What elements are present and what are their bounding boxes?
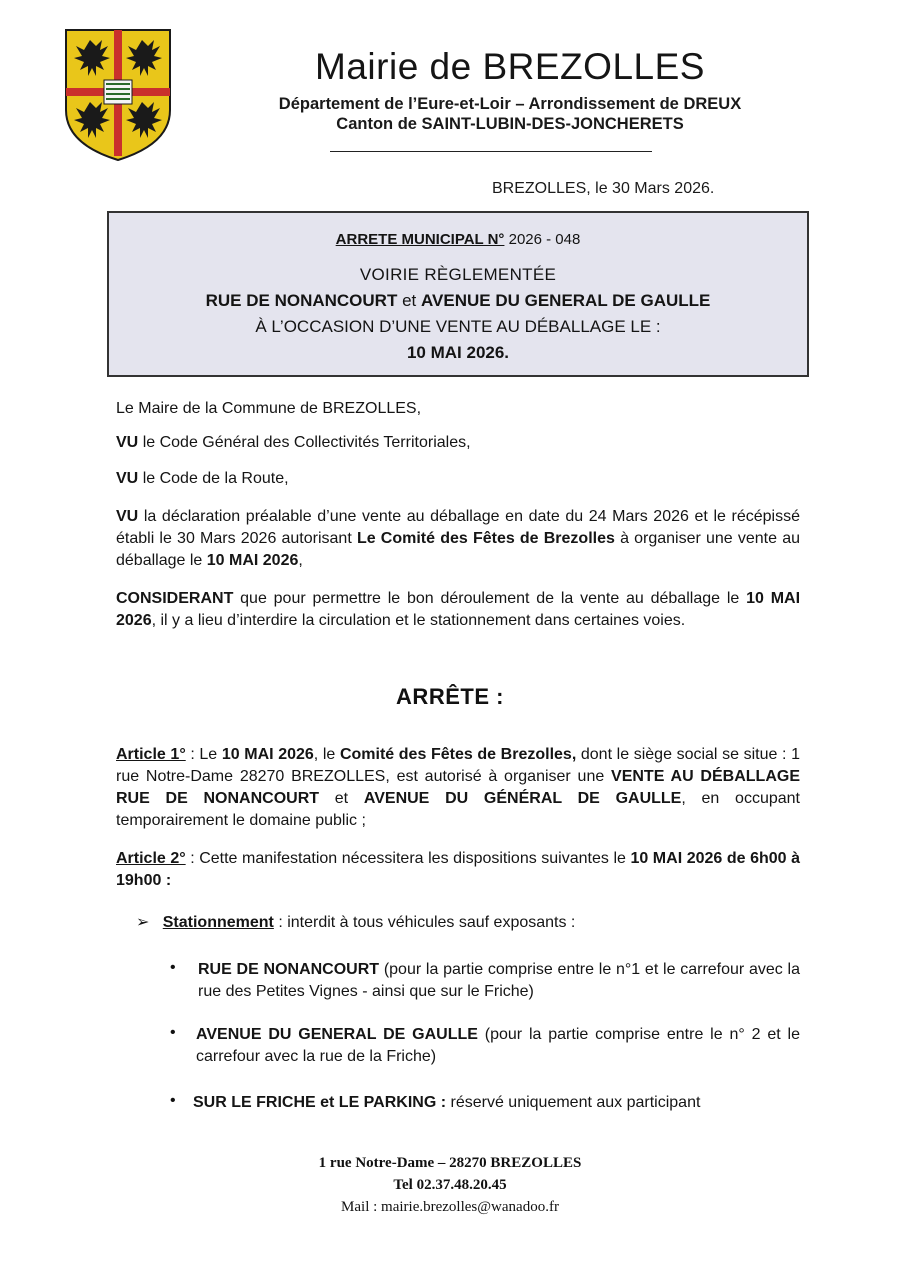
- box-line-streets: [109, 291, 807, 311]
- considerant-label: CONSIDERANT: [116, 590, 234, 607]
- comite-name: Le Comité des Fêtes de Brezolles: [356, 530, 615, 547]
- list-item-bold: AVENUE DU GENERAL DE GAULLE: [196, 1026, 478, 1043]
- box-line-occasion: À L’OCCASION D’UNE VENTE AU DÉBALLAGE LE :: [255, 317, 661, 336]
- vu-text: le Code de la Route,: [142, 470, 289, 487]
- vu-label: VU: [116, 434, 139, 451]
- arrete-number-line: [109, 231, 807, 248]
- list-item: [198, 959, 800, 1003]
- maire-line: Le Maire de la Commune de BREZOLLES,: [116, 400, 422, 417]
- vu-text: ,: [298, 552, 303, 569]
- vu-label: VU: [116, 508, 139, 525]
- vu-text: la déclaration préalable d’une vente au déballage en date du 24 Mars 2026 et le récépissé établi le 30 Mars 2026 autorisant: [116, 508, 801, 547]
- article-bold: 10 MAI 2026: [221, 746, 314, 763]
- list-item-text: (pour la partie comprise entre le n°1 et le carrefour avec la rue des Petites Vignes - ainsi que sur le Friche): [198, 961, 800, 1000]
- street-2: AVENUE DU GENERAL DE GAULLE: [421, 291, 711, 310]
- list-item: [196, 1024, 800, 1068]
- article-1-label: Article 1°: [116, 746, 186, 763]
- article-text: , le: [313, 746, 340, 763]
- header-subtitle: [220, 94, 800, 134]
- vu-paragraph-1: [116, 432, 471, 454]
- event-date: 10 MAI 2026: [206, 552, 299, 569]
- arrete-label: ARRETE MUNICIPAL N°: [335, 231, 505, 248]
- article-bold: 10 MAI 2026 de 6h00 à 19h00 :: [116, 850, 801, 889]
- street-1: RUE DE NONANCOURT: [205, 291, 398, 310]
- article-bold: AVENUE DU GÉNÉRAL DE GAULLE: [363, 790, 682, 807]
- department-line: Département de l’Eure-et-Loir – Arrondissement de DREUX: [278, 95, 742, 113]
- vu-paragraph-3: [116, 506, 800, 572]
- bullet-icon: •: [170, 1092, 176, 1109]
- list-item-text: (pour la partie comprise entre le n° 2 et le carrefour avec la rue de la Friche): [196, 1026, 800, 1065]
- box-line-voirie: VOIRIE RÈGLEMENTÉE: [359, 265, 557, 284]
- canton-line: Canton de SAINT-LUBIN-DES-JONCHERETS: [336, 115, 684, 133]
- list-item-text: réservé uniquement aux participant: [446, 1094, 701, 1111]
- article-bold: VENTE AU DÉBALLAGE RUE DE NONANCOURT: [116, 768, 800, 807]
- article-text: : Le: [185, 746, 222, 763]
- article-1: [116, 744, 800, 832]
- vu-text: le Code Général des Collectivités Territoriales,: [142, 434, 471, 451]
- stationnement-text: : interdit à tous véhicules sauf exposants :: [273, 914, 576, 931]
- footer-tel: Tel 02.37.48.20.45: [393, 1177, 507, 1193]
- considerant-paragraph: [116, 588, 800, 632]
- arrete-title-box: [107, 211, 809, 377]
- coat-of-arms-logo: [62, 26, 174, 164]
- stationnement-line: [136, 912, 575, 934]
- street-connector: et: [402, 291, 417, 310]
- footer-address: 1 rue Notre-Dame – 28270 BREZOLLES: [318, 1155, 582, 1171]
- article-bold: Comité des Fêtes de Brezolles,: [339, 746, 577, 763]
- considerant-text: que pour permettre le bon déroulement de la vente au déballage le: [240, 590, 740, 607]
- stationnement-label: Stationnement: [162, 914, 274, 931]
- document-date: BREZOLLES, le 30 Mars 2026.: [492, 180, 715, 197]
- box-line-date: 10 MAI 2026.: [406, 343, 510, 362]
- considerant-text: , il y a lieu d’interdire la circulation et le stationnement dans certaines voies.: [151, 612, 686, 629]
- vu-label: VU: [116, 470, 139, 487]
- article-2-label: Article 2°: [116, 850, 186, 867]
- vu-paragraph-2: [116, 468, 289, 490]
- article-text: , en occupant temporairement le domaine public ;: [116, 790, 800, 829]
- arrow-bullet-icon: ➢: [136, 914, 150, 931]
- article-text: : Cette manifestation nécessitera les dispositions suivantes le: [185, 850, 631, 867]
- page-title: Mairie de BREZOLLES: [315, 46, 705, 87]
- bullet-icon: •: [170, 1024, 176, 1041]
- article-text: dont le siège social se situe : 1 rue Notre-Dame 28270 BREZOLLES, est autorisé à organiser une: [116, 746, 801, 785]
- event-date: 10 MAI 2026: [116, 590, 801, 629]
- list-item-bold: SUR LE FRICHE et LE PARKING :: [193, 1094, 447, 1111]
- arrete-heading: ARRÊTE :: [396, 684, 504, 709]
- vu-text: à organiser une vente au déballage le: [116, 530, 800, 569]
- header-divider: [330, 151, 652, 152]
- list-item-bold: RUE DE NONANCOURT: [198, 961, 380, 978]
- article-2: [116, 848, 800, 892]
- article-text: et: [319, 790, 364, 807]
- bullet-icon: •: [170, 959, 176, 976]
- footer-mail: Mail : mairie.brezolles@wanadoo.fr: [341, 1199, 559, 1215]
- arrete-number: 2026 - 048: [508, 231, 581, 248]
- list-item: [193, 1092, 803, 1114]
